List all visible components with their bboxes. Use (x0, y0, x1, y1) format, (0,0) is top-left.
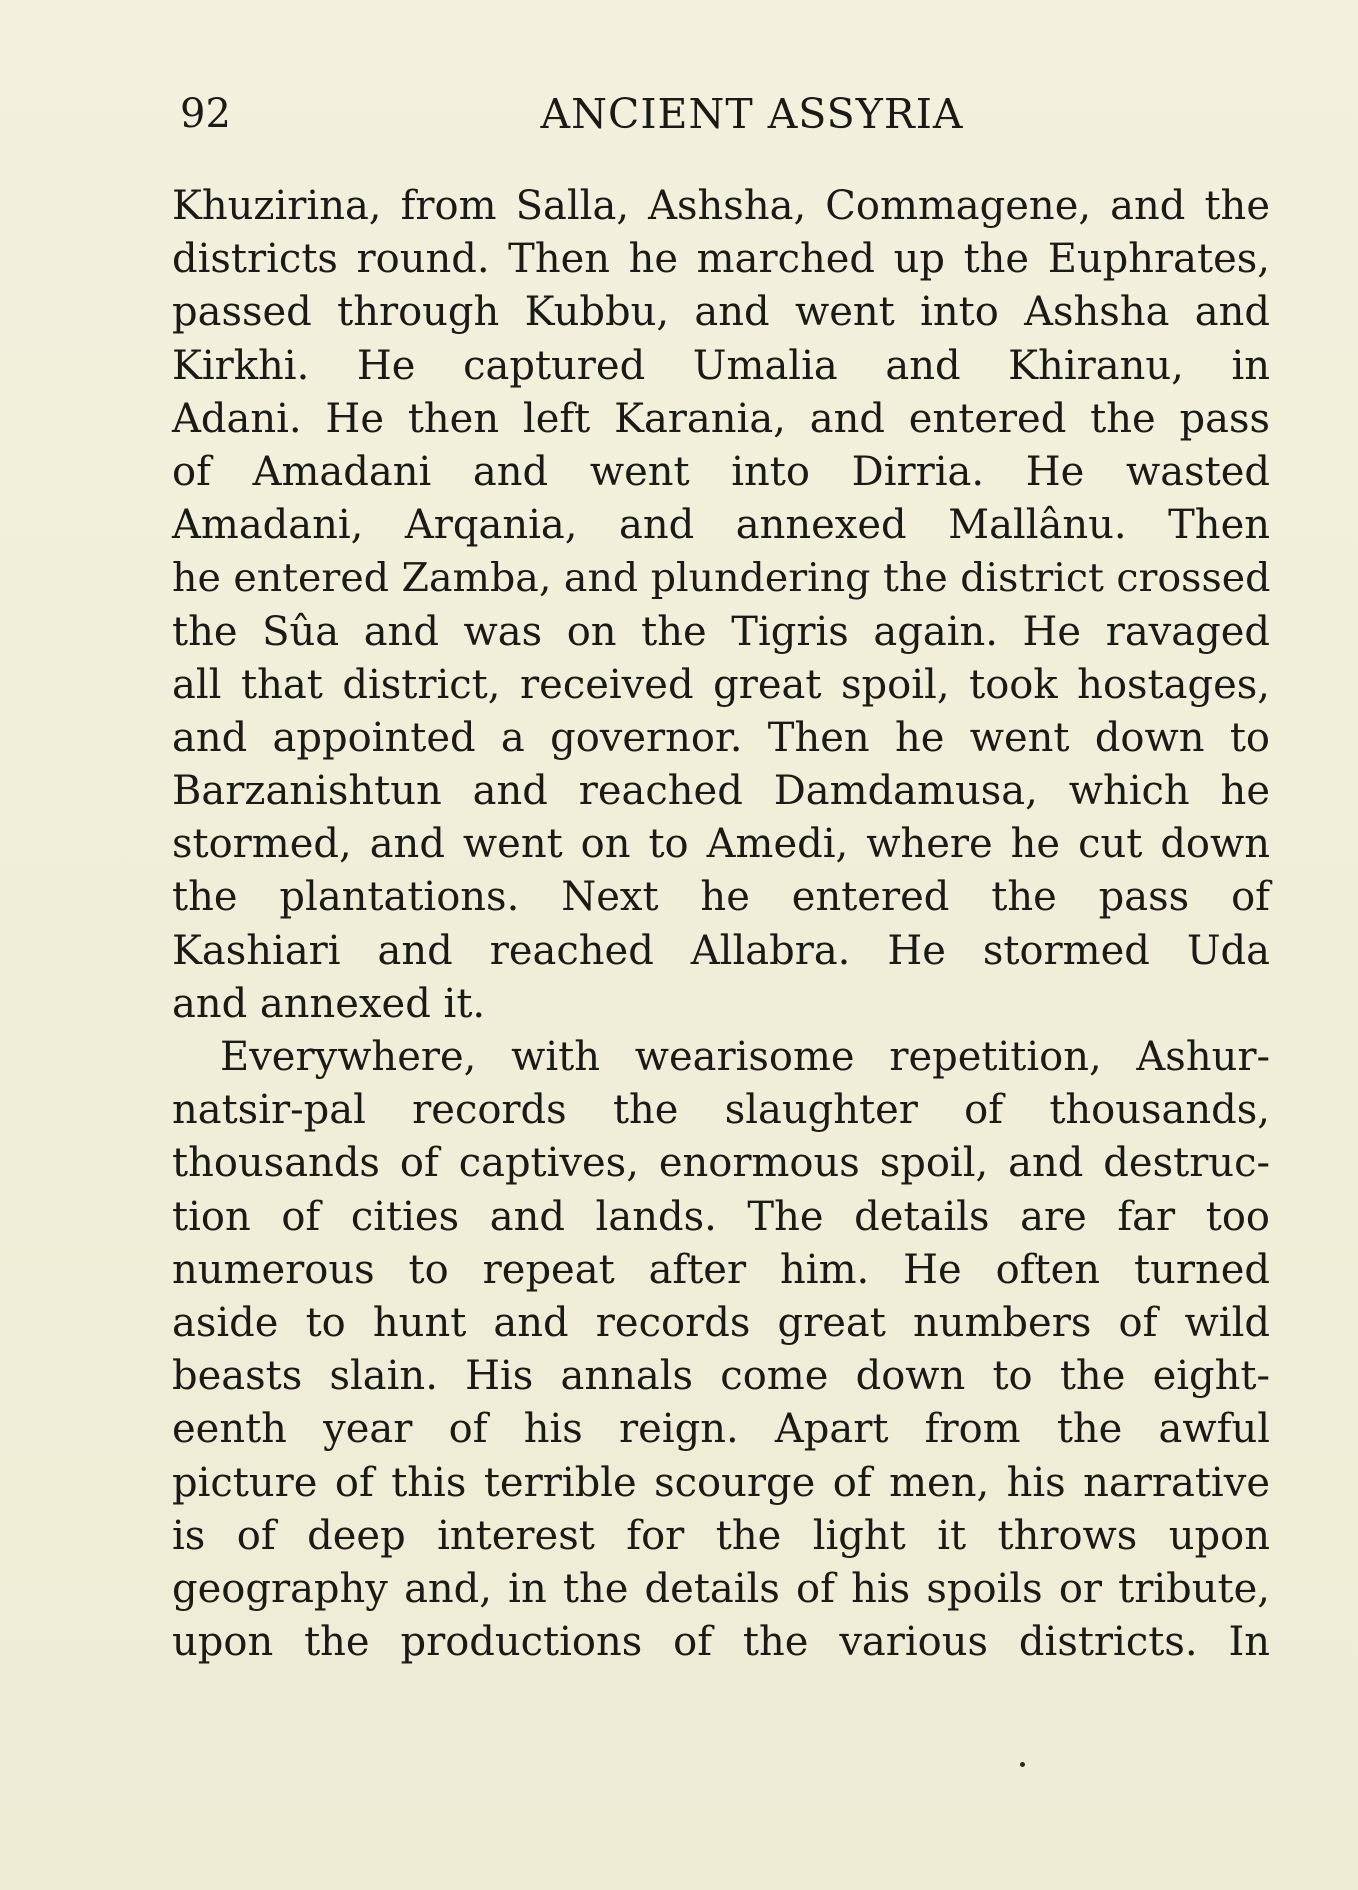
text-line: the plantations. Next he entered the pass of (172, 874, 1270, 921)
page-header (176, 88, 1268, 144)
text-line: Adani. He then left Karania, and entered the pass (172, 395, 1270, 442)
text-line: he entered Zamba, and plundering the district crossed (172, 555, 1271, 602)
text-line: aside to hunt and records great numbers of wild (172, 1299, 1270, 1346)
text-line: of Amadani and went into Dirria. He wasted (172, 448, 1270, 495)
text-line: Kirkhi. He captured Umalia and Khiranu, in (172, 342, 1270, 389)
paragraph (172, 180, 1270, 1031)
text-line: and annexed it. (172, 980, 486, 1027)
text-line: and appointed a governor. Then he went down to (172, 714, 1270, 761)
text-line: geography and, in the details of his spoils or tribute, (172, 1565, 1270, 1612)
text-line: picture of this terrible scourge of men, his narrative (172, 1459, 1270, 1506)
text-line: Everywhere, with wearisome repetition, Ashur- (220, 1034, 1270, 1080)
text-line: Khuzirina, from Salla, Ashsha, Commagene, and the (172, 183, 1270, 229)
text-line: thousands of captives, enormous spoil, and destruc- (172, 1140, 1270, 1187)
text-line: the Sûa and was on the Tigris again. He ravaged (172, 608, 1270, 655)
text-line: Kashiari and reached Allabra. He stormed Uda (172, 927, 1270, 974)
text-line: all that district, received great spoil, took hostages, (172, 661, 1270, 708)
page-number: 92 (180, 91, 231, 137)
paragraph (172, 1031, 1270, 1669)
ink-speck (1020, 1762, 1025, 1767)
body-text (172, 180, 1270, 1669)
text-line: tion of cities and lands. The details are far too (172, 1193, 1270, 1240)
text-line: upon the productions of the various districts. In (172, 1619, 1270, 1666)
text-line: beasts slain. His annals come down to the eight- (172, 1353, 1270, 1400)
text-line: natsir-pal records the slaughter of thousands, (172, 1087, 1270, 1134)
text-line: is of deep interest for the light it throws upon (172, 1512, 1270, 1559)
text-line: eenth year of his reign. Apart from the awful (172, 1406, 1270, 1453)
text-line: passed through Kubbu, and went into Ashsha and (172, 289, 1270, 336)
text-line: Barzanishtun and reached Damdamusa, which he (172, 768, 1270, 815)
running-title: ANCIENT ASSYRIA (540, 90, 964, 138)
text-line: numerous to repeat after him. He often turned (172, 1246, 1270, 1293)
text-line: Amadani, Arqania, and annexed Mallânu. Then (172, 502, 1270, 549)
text-line: stormed, and went on to Amedi, where he cut down (172, 821, 1270, 868)
text-line: districts round. Then he marched up the Euphrates, (172, 236, 1270, 283)
